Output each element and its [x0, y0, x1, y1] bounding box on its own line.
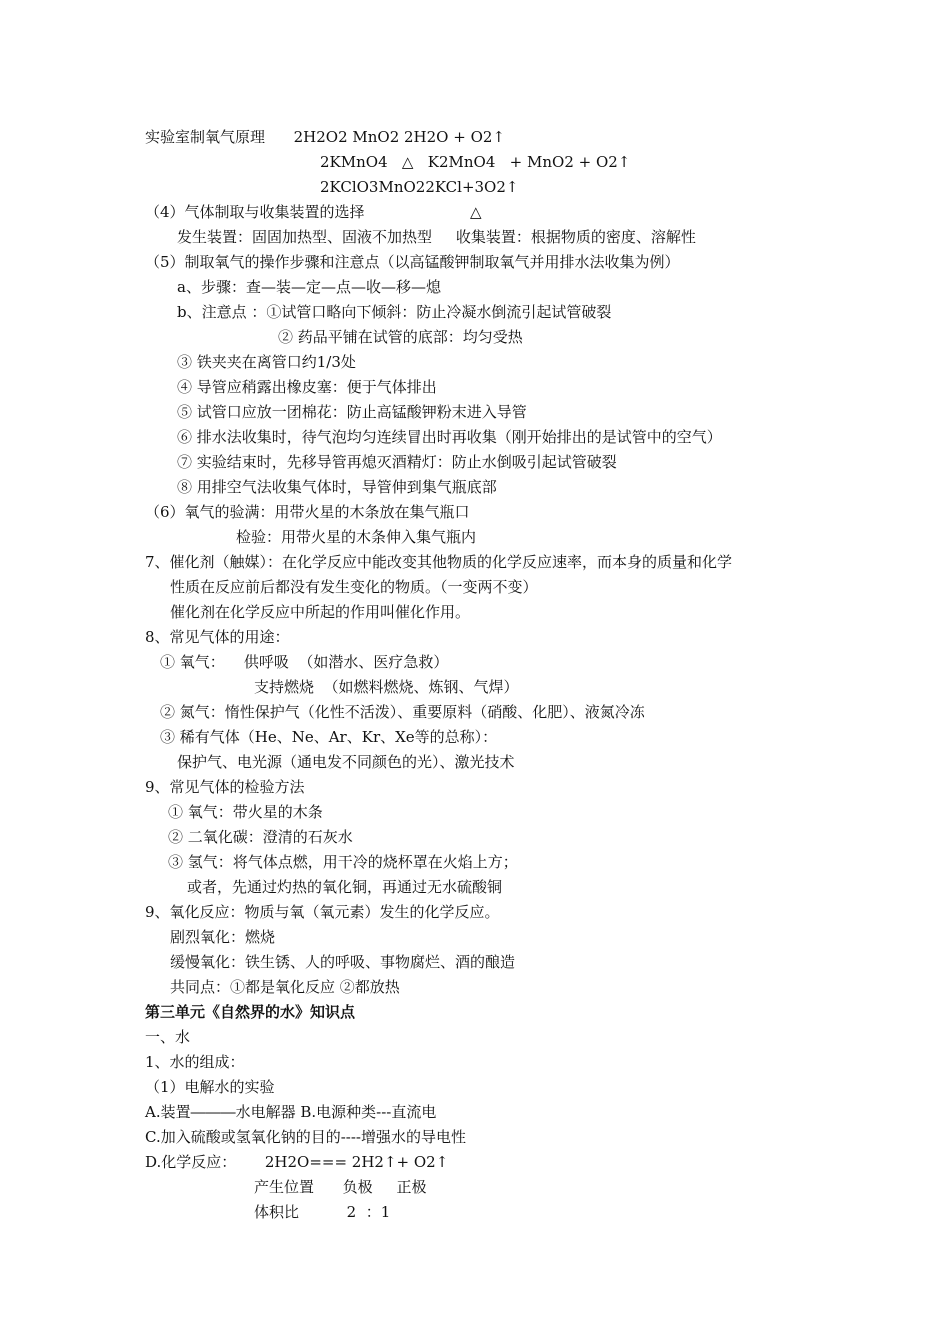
text-line-17: 检验：用带火星的木条伸入集气瓶内	[236, 528, 477, 546]
text-line-11: ④ 导管应稍露出橡皮塞：便于气体排出	[177, 378, 437, 396]
text-line-39: A.装置―――水电解器 B.电源种类---直流电	[145, 1103, 437, 1121]
text-line-31: 或者，先通过灼热的氧化铜，再通过无水硫酸铜	[187, 878, 503, 896]
text-line-18: 7、催化剂（触媒）：在化学反应中能改变其他物质的化学反应速率，而本身的质量和化学	[145, 553, 733, 571]
text-line-26: 保护气、电光源（通电发不同颜色的光）、激光技术	[177, 753, 515, 771]
text-line-20: 催化剂在化学反应中所起的作用叫催化作用。	[170, 603, 471, 621]
text-line-6: （5）制取氧气的操作步骤和注意点（以高锰酸钾制取氧气并用排水法收集为例）	[145, 253, 680, 271]
text-line-25: ③ 稀有气体（He、Ne、Ar、Kr、Xe等的总称）：	[160, 728, 498, 746]
text-line-41: D.化学反应： 2H2O=== 2H2↑+ O2↑	[145, 1153, 449, 1171]
text-line-37: 1、水的组成：	[145, 1053, 245, 1071]
text-line-9: ② 药品平铺在试管的底部：均匀受热	[278, 328, 523, 346]
section-heading: 第三单元《自然界的水》知识点	[145, 1003, 356, 1021]
text-line-1: 实验室制氧气原理 2H2O2 MnO2 2H2O + O2↑	[145, 128, 505, 146]
text-line-22: ① 氧气： 供呼吸 （如潜水、医疗急救）	[160, 653, 449, 671]
text-line-3: 2KClO3MnO22KCl+3O2↑	[320, 178, 519, 196]
text-line-8: b、注意点 ：①试管口略向下倾斜：防止冷凝水倒流引起试管破裂	[177, 303, 612, 321]
text-line-7: a、步骤：查—装—定—点—收—移—熄	[177, 278, 441, 296]
text-line-16: （6）氧气的验满：用带火星的木条放在集气瓶口	[145, 503, 470, 521]
text-line-35: 共同点：①都是氧化反应 ②都放热	[170, 978, 400, 996]
text-line-13: ⑥ 排水法收集时，待气泡均匀连续冒出时再收集（刚开始排出的是试管中的空气）	[177, 428, 722, 446]
text-line-21: 8、常见气体的用途：	[145, 628, 290, 646]
text-line-2: 2KMnO4 △ K2MnO4 + MnO2 + O2↑	[320, 153, 631, 171]
text-line-24: ② 氮气：惰性保护气（化性不活泼）、重要原料（硝酸、化肥）、液氮冷冻	[160, 703, 645, 721]
text-line-29: ② 二氧化碳：澄清的石灰水	[168, 828, 353, 846]
text-line-33: 剧烈氧化：燃烧	[170, 928, 276, 946]
text-line-40: C.加入硫酸或氢氧化钠的目的----增强水的导电性	[145, 1128, 466, 1146]
text-line-4: （4）气体制取与收集装置的选择	[145, 203, 365, 221]
text-line-28: ① 氧气：带火星的木条	[168, 803, 323, 821]
text-line-43: 体积比 2 ：1	[254, 1203, 391, 1221]
text-line-42: 产生位置 负极 正极	[254, 1178, 427, 1196]
text-line-23: 支持燃烧 （如燃料燃烧、炼钢、气焊）	[254, 678, 519, 696]
text-line-34: 缓慢氧化：铁生锈、人的呼吸、事物腐烂、酒的酿造	[170, 953, 516, 971]
text-line-12: ⑤ 试管口应放一团棉花：防止高锰酸钾粉末进入导管	[177, 403, 527, 421]
text-line-36: 一、水	[145, 1028, 191, 1046]
text-line-30: ③ 氢气：将气体点燃，用干冷的烧杯罩在火焰上方；	[168, 853, 518, 871]
text-line-5: 发生装置：固固加热型、固液不加热型 收集装置：根据物质的密度、溶解性	[177, 228, 696, 246]
text-line-32: 9、氧化反应：物质与氧（氧元素）发生的化学反应。	[145, 903, 500, 921]
text-line-19: 性质在反应前后都没有发生变化的物质。（一变两不变）	[170, 578, 538, 596]
text-line-27: 9、常见气体的检验方法	[145, 778, 305, 796]
text-line-10: ③ 铁夹夹在离管口约1/3处	[177, 353, 356, 371]
text-line-14: ⑦ 实验结束时，先移导管再熄灭酒精灯：防止水倒吸引起试管破裂	[177, 453, 617, 471]
triangle-symbol: △	[470, 203, 482, 221]
text-line-38: （1）电解水的实验	[145, 1078, 275, 1096]
text-line-15: ⑧ 用排空气法收集气体时，导管伸到集气瓶底部	[177, 478, 497, 496]
